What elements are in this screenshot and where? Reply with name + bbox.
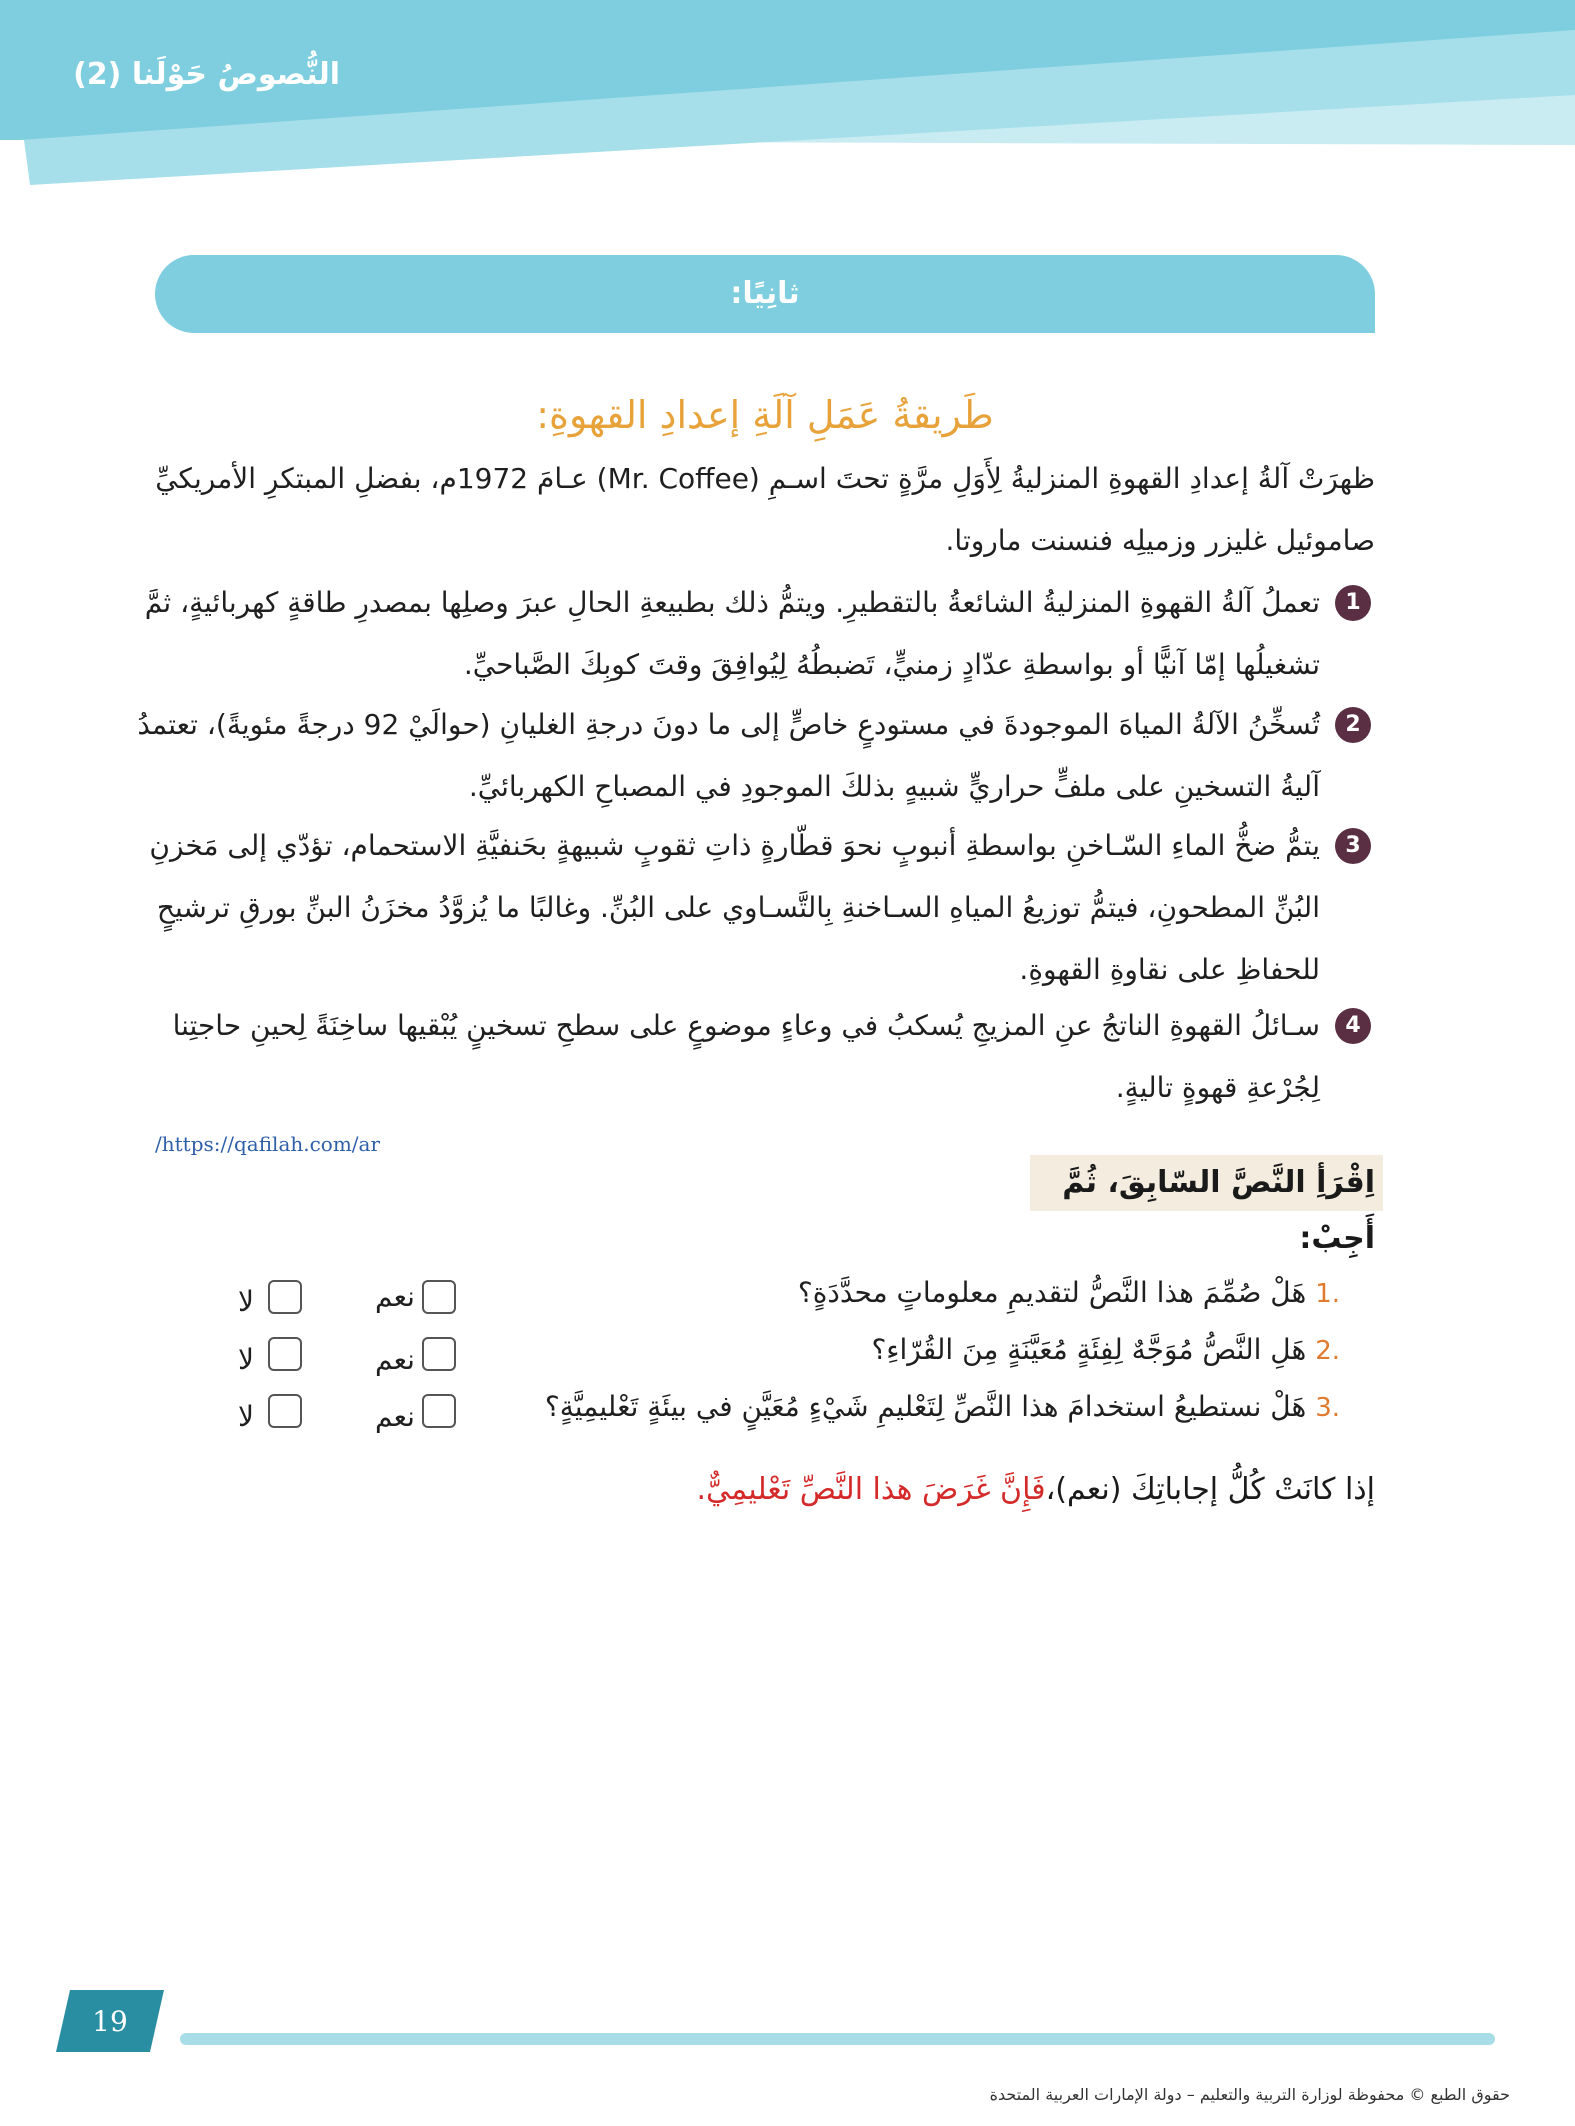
conclusion-condition: إذا كانَتْ كُلُّ إجاباتِكَ (نعم)، <box>1045 1472 1375 1507</box>
no-checkbox-2[interactable] <box>268 1337 302 1371</box>
point-text-4: سـائلُ القهوةِ الناتجُ عنِ المزيجِ يُسكبُ في وعاءٍ موضوعٍ على سطحِ تسخينٍ يُبْقيها ساخِنَةً لِحينِ حاجتِنا لِجُرْعةِ قهوةٍ تاليةٍ. <box>172 1009 1320 1104</box>
exercise-instruction: اِقْرَأِ النَّصَّ السّابِقَ، ثُمَّ أَجِبْ: <box>1030 1155 1383 1211</box>
yes-checkbox-1[interactable] <box>422 1280 456 1314</box>
no-label-3: لا <box>238 1400 254 1433</box>
conclusion-result: فَإِنَّ غَرَضَ هذا النَّصِّ تَعْليمِيٌّ. <box>696 1472 1046 1507</box>
point-badge-4: 4 <box>1335 1008 1371 1044</box>
yes-label-2: نعم <box>375 1343 415 1376</box>
question-number: .3 <box>1315 1393 1340 1423</box>
source-link[interactable]: /https://qafilah.com/ar <box>155 1132 381 1156</box>
header-banner <box>0 0 1575 200</box>
question-1 <box>570 1268 1340 1319</box>
article-intro: ظهرَتْ آلةُ إعدادِ القهوةِ المنزليةُ لِأَوَلِ مرَّةٍ تحتَ اسـمِ (Mr. Coffee) عـامَ 1972م، بفضلِ المبتكرِ الأمريكيِّ صاموئيل غليزر وزميلِه فنسنت ماروتا. <box>155 462 1375 557</box>
no-checkbox-3[interactable] <box>268 1394 302 1428</box>
yes-checkbox-2[interactable] <box>422 1337 456 1371</box>
question-number: .1 <box>1315 1279 1340 1309</box>
question-2 <box>570 1325 1340 1376</box>
point-badge-1: 1 <box>1335 585 1371 621</box>
point-badge-2: 2 <box>1335 707 1371 743</box>
no-label-2: لا <box>238 1343 254 1376</box>
article-title: طَريقةُ عَمَلِ آلَةِ إعدادِ القهوةِ: <box>536 393 994 437</box>
point-text-3: يتمُّ ضخُّ الماءِ السّـاخنِ بواسطةِ أنبوبٍ نحوَ قطّارةٍ ذاتِ ثقوبٍ شبيهةٍ بحَنفيَّةِ الاستحمام، تؤدّي إلى مَخزنِ البُنِّ المطحونِ، فيتمُّ توزيعُ المياهِ السـاخنةِ بِالتَّسـاوي على البُنِّ. وغالبًا ما يُزوَّدُ مخزَنُ البنِّ بورقِ ترشيحٍ للحفاظِ على نقاوةِ القهوةِ. <box>149 829 1320 986</box>
page-number: 19 <box>92 2005 128 2038</box>
point-text-1: تعملُ آلةُ القهوةِ المنزليةُ الشائعةُ بالتقطيرِ. ويتمُّ ذلك بطبيعةِ الحالِ عبرَ وصلِها بمصدرِ طاقةٍ كهربائيةٍ، ثمَّ تشغيلُها إمّا آنيًّا أو بواسطةِ عدّادٍ زمنيٍّ، تَضبطُهُ لِيُوافِقَ وقتَ كوبِكَ الصَّباحيِّ. <box>144 586 1320 681</box>
question-3 <box>540 1382 1340 1433</box>
conclusion <box>600 1460 1375 1520</box>
yes-label-3: نعم <box>375 1400 415 1433</box>
copyright-text: حقوق الطبع © محفوظة لوزارة التربية والتعليم – دولة الإمارات العربية المتحدة <box>989 2085 1510 2104</box>
yes-checkbox-3[interactable] <box>422 1394 456 1428</box>
question-text: هَلْ نستطيعُ استخدامَ هذا النَّصِّ لِتَعْليمِ شَيْءٍ مُعَيَّنٍ في بيئَةٍ تَعْليمِيَّةٍ؟ <box>544 1390 1307 1423</box>
header-title: النُّصوصُ حَوْلَنا (2) <box>73 57 340 92</box>
question-number: .2 <box>1315 1336 1340 1366</box>
no-checkbox-1[interactable] <box>268 1280 302 1314</box>
yes-label-1: نعم <box>375 1280 415 1313</box>
question-text: هَلْ صُمِّمَ هذا النَّصُّ لتقديمِ معلوماتٍ محدَّدَةٍ؟ <box>797 1276 1307 1309</box>
question-text: هَلِ النَّصُّ مُوَجَّهٌ لِفِئَةٍ مُعَيَّنَةٍ مِنَ القُرّاءِ؟ <box>871 1333 1307 1366</box>
point-text-2: تُسخِّنُ الآلةُ المياهَ الموجودةَ في مستودعٍ خاصٍّ إلى ما دونَ درجةِ الغليانِ (حوالَيْ 92 درجةً مئويةً)، تعتمدُ آليةُ التسخينِ على ملفٍّ حراريٍّ شبيهٍ بذلكَ الموجودِ في المصباحِ الكهربائيِّ. <box>137 708 1320 803</box>
point-badge-3: 3 <box>1335 828 1371 864</box>
section-label: ثانِيًا: <box>730 276 800 311</box>
footer-line <box>180 2033 1495 2045</box>
no-label-1: لا <box>238 1285 254 1318</box>
